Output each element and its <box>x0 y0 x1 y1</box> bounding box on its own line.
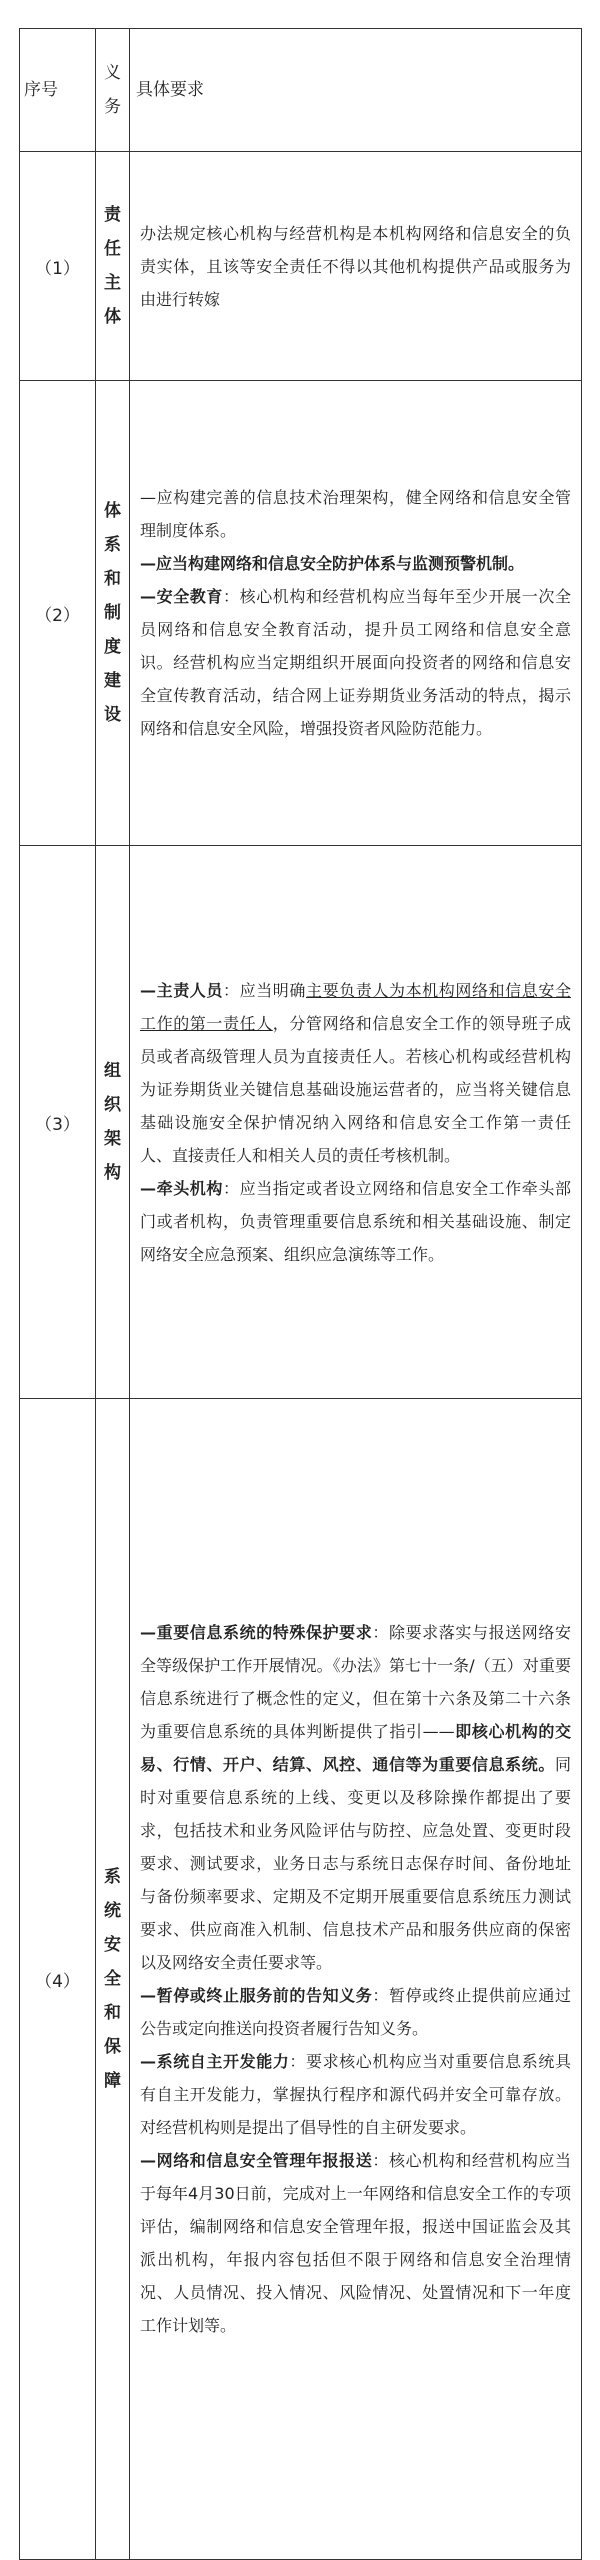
text-segment: 即核心机构的交易、行情、开户、结算、风控、通信等为重要信息系统。 <box>140 1722 571 1774</box>
text-segment: —主责人员 <box>140 980 223 1000</box>
table-row <box>20 1399 582 2560</box>
requirement-paragraph <box>140 547 571 580</box>
row-requirements <box>130 381 582 846</box>
row-number: （3） <box>20 846 96 1399</box>
category-char: 保 <box>104 2037 121 2057</box>
category-char: 度 <box>104 637 121 657</box>
row-requirements <box>130 152 582 381</box>
category-char: 任 <box>104 239 121 259</box>
text-segment: ：核心机构和经营机构应当于每年4月30日前，完成对上一年网络和信息安全工作的专项评估，编制网络和信息安全管理年报，报送中国证监会及其派出机构，年报内容包括但不限于网络和信息安全治理情况、人员情况、投入情况、风险情况、处置情况和下一年度工作计划等。 <box>140 2151 571 2335</box>
row-number: （1） <box>20 152 96 381</box>
requirement-paragraph <box>140 1616 571 1979</box>
category-char: 制 <box>104 603 121 623</box>
header-no-label: 序号 <box>24 80 58 100</box>
requirement-paragraph <box>140 217 571 316</box>
category-char: 组 <box>104 1061 121 1081</box>
category-char: 责 <box>104 205 121 225</box>
category-char: 安 <box>104 1935 121 1955</box>
category-char: 系 <box>104 1867 121 1887</box>
row-category <box>96 381 130 846</box>
text-segment: ：暂停或终止提供前应通过公告或定向推送向投资者履行告知义务。 <box>140 1986 571 2038</box>
requirement-paragraph <box>140 2144 571 2342</box>
row-number: （2） <box>20 381 96 846</box>
row-number: （4） <box>20 1399 96 2560</box>
table-row <box>20 152 582 381</box>
row-category <box>96 1399 130 2560</box>
category-char: 设 <box>104 705 121 725</box>
requirement-paragraph <box>140 2045 571 2144</box>
row-requirements <box>130 846 582 1399</box>
text-segment: —安全教育 <box>140 587 223 606</box>
text-segment: ：应当指定或者设立网络和信息安全工作牵头部门或者机构，负责管理重要信息系统和相关基础设施、制定网络安全应急预案、组织应急演练等工作。 <box>140 1178 571 1264</box>
header-cell-requirements <box>130 29 582 152</box>
row-category <box>96 846 130 1399</box>
text-segment: —网络和信息安全管理年报报送 <box>140 2151 373 2170</box>
requirement-paragraph <box>140 1172 571 1271</box>
requirement-paragraph <box>140 974 571 1172</box>
requirement-paragraph <box>140 1979 571 2045</box>
text-segment: —暂停或终止服务前的告知义务 <box>140 1986 373 2005</box>
requirement-paragraph <box>140 481 571 547</box>
text-segment: —重要信息系统的特殊保护要求 <box>140 1623 373 1642</box>
header-category-label <box>96 56 129 124</box>
category-char: 主 <box>104 273 121 293</box>
requirement-paragraph <box>140 580 571 745</box>
category-char: 统 <box>104 1901 121 1921</box>
text-segment: —系统自主开发能力 <box>140 2052 290 2071</box>
category-char: 和 <box>104 2003 121 2023</box>
text-segment: 主要负责人为本机构网络和信息安全工作的第一责任人 <box>140 980 571 1033</box>
table-row <box>20 381 582 846</box>
text-segment: ：应当明确 <box>223 980 306 1000</box>
text-segment: ：要求核心机构应当对重要信息系统具有自主开发能力，掌握执行程序和源代码并安全可靠存放。对经营机构则是提出了倡导性的自主研发要求。 <box>140 2052 571 2137</box>
requirements-table-container <box>19 28 581 2560</box>
text-segment: —牵头机构 <box>140 1178 223 1198</box>
category-char: 架 <box>104 1129 121 1149</box>
category-char: 系 <box>104 535 121 555</box>
category-char: 务 <box>104 97 121 117</box>
category-char: 和 <box>104 569 121 589</box>
text-segment: —应当构建网络和信息安全防护体系与监测预警机制。 <box>140 554 525 573</box>
table-header-row <box>20 29 582 152</box>
text-segment: —应构建完善的信息技术治理架构，健全网络和信息安全管理制度体系。 <box>140 488 571 540</box>
category-char: 构 <box>104 1163 121 1183</box>
header-cell-category <box>96 29 130 152</box>
category-char: 建 <box>104 671 121 691</box>
category-char: 织 <box>104 1095 121 1115</box>
category-char: 障 <box>104 2071 121 2091</box>
row-requirements <box>130 1399 582 2560</box>
header-cell-no <box>20 29 96 152</box>
category-char: 体 <box>104 307 121 327</box>
header-requirements-label: 具体要求 <box>136 80 204 100</box>
category-char: 全 <box>104 1969 121 1989</box>
text-segment: ：除要求落实与报送网络安全等级保护工作开展情况。《办法》第七十一条/（五）对重要信息系统进行了概念性的定义，但在第十六条及第二十六条为重要信息系统的具体判断提供了指引—— <box>140 1623 571 1741</box>
text-segment: ：核心机构和经营机构应当每年至少开展一次全员网络和信息安全教育活动，提升员工网络和信息安全意识。经营机构应当定期组织开展面向投资者的网络和信息安全宣传教育活动，结合网上证券期货业务活动的特点，揭示网络和信息安全风险，增强投资者风险防范能力。 <box>140 587 571 738</box>
text-segment: 办法规定核心机构与经营机构是本机构网络和信息安全的负责实体，且该等安全责任不得以其他机构提供产品或服务为由进行转嫁 <box>140 223 571 309</box>
category-char: 义 <box>104 63 121 83</box>
text-segment: 同时对重要信息系统的上线、变更以及移除操作都提出了要求，包括技术和业务风险评估与防控、应急处置、变更时段要求、测试要求，业务日志与系统日志保存时间、备份地址与备份频率要求、定期及不定期开展重要信息系统压力测试要求、供应商准入机制、信息技术产品和服务供应商的保密以及网络安全责任要求等。 <box>140 1755 571 1972</box>
row-category <box>96 152 130 381</box>
text-segment: ，分管网络和信息安全工作的领导班子成员或者高级管理人员为直接责任人。若核心机构或经营机构为证券期货业关键信息基础设施运营者的，应当将关键信息基础设施安全保护情况纳入网络和信息安全工作第一责任人、直接责任人和相关人员的责任考核机制。 <box>140 1013 571 1165</box>
requirements-table <box>19 28 582 2560</box>
table-row <box>20 846 582 1399</box>
category-char: 体 <box>104 501 121 521</box>
